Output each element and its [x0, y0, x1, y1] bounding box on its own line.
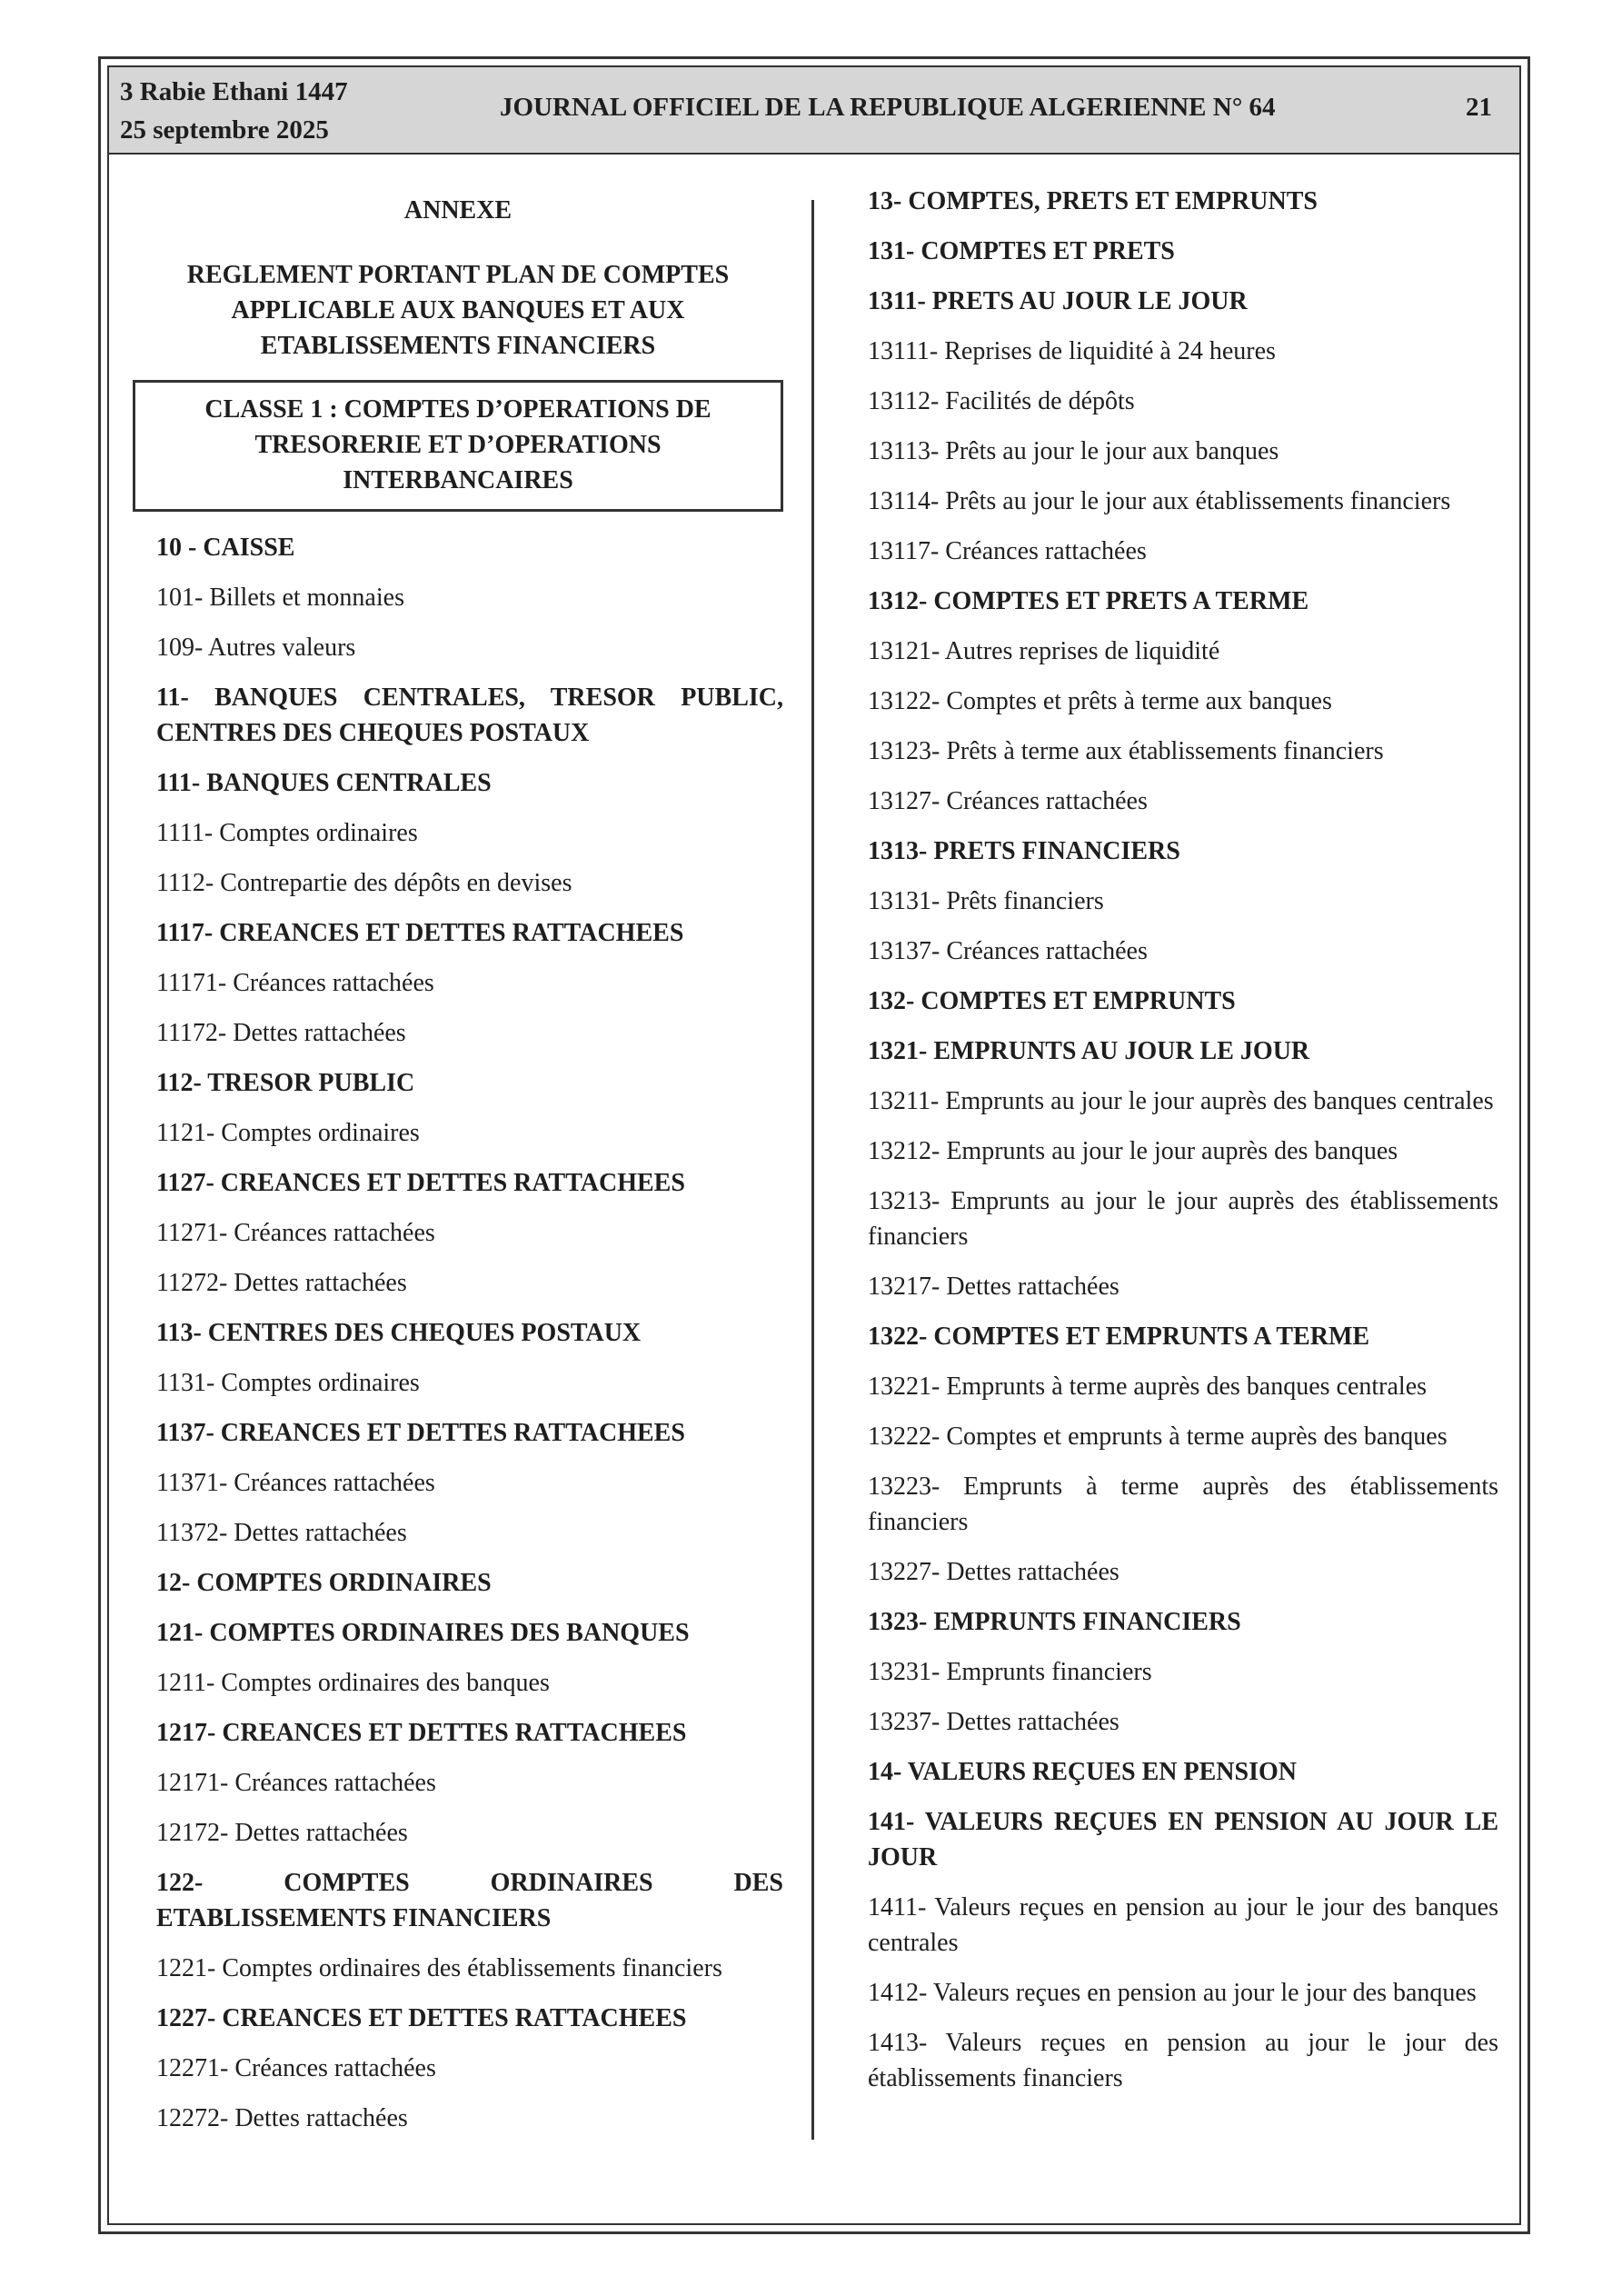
journal-header [109, 67, 1519, 155]
account-entry: 13211- Emprunts au jour le jour auprès des banques centrales [868, 1087, 1494, 1115]
account-entry: 11171- Créances rattachées [156, 969, 434, 997]
account-entry: 13123- Prêts à terme aux établissements financiers [868, 737, 1384, 765]
account-entry: 12271- Créances rattachées [156, 2054, 436, 2082]
account-heading: 11- BANQUES CENTRALES, TRESOR PUBLIC, CENTRES DES CHEQUES POSTAUX [156, 684, 783, 747]
account-entry: 13212- Emprunts au jour le jour auprès des banques [868, 1137, 1398, 1165]
account-entry: 13221- Emprunts à terme auprès des banques centrales [868, 1373, 1428, 1401]
reglement-title [133, 257, 783, 364]
left-column [133, 184, 783, 2151]
account-entry: 11372- Dettes rattachées [156, 1519, 407, 1547]
classe-line: CLASSE 1 : COMPTES D’OPERATIONS DE [204, 395, 711, 424]
account-entry: 1211- Comptes ordinaires des banques [156, 1669, 550, 1697]
account-heading: 10 - CAISSE [156, 534, 295, 562]
date-gregorian: 25 septembre 2025 [120, 115, 329, 145]
account-entry: 13227- Dettes rattachées [868, 1558, 1119, 1586]
classe-box [133, 380, 783, 512]
account-heading: 1323- EMPRUNTS FINANCIERS [868, 1608, 1241, 1636]
reglement-line: APPLICABLE AUX BANQUES ET AUX [231, 296, 685, 324]
account-heading: 1322- COMPTES ET EMPRUNTS A TERME [868, 1323, 1370, 1351]
account-entry: 13222- Comptes et emprunts à terme auprès des banques [868, 1423, 1448, 1451]
account-entry: 13137- Créances rattachées [868, 937, 1148, 965]
account-heading: 1312- COMPTES ET PRETS A TERME [868, 587, 1309, 615]
account-heading: 111- BANQUES CENTRALES [156, 769, 492, 797]
account-heading: 141- VALEURS REÇUES EN PENSION AU JOUR LE JOUR [868, 1808, 1498, 1872]
account-entry: 12171- Créances rattachées [156, 1769, 436, 1797]
account-heading: 113- CENTRES DES CHEQUES POSTAUX [156, 1319, 642, 1347]
reglement-line: REGLEMENT PORTANT PLAN DE COMPTES [186, 261, 730, 289]
account-heading: 1137- CREANCES ET DETTES RATTACHEES [156, 1419, 685, 1447]
account-entry: 109- Autres valeurs [156, 634, 356, 662]
account-heading: 1117- CREANCES ET DETTES RATTACHEES [156, 919, 684, 947]
account-entry: 13131- Prêts financiers [868, 887, 1104, 915]
account-entry: 12172- Dettes rattachées [156, 1819, 408, 1847]
account-heading: 122- COMPTES ORDINAIRES DES ETABLISSEMENTS FINANCIERS [156, 1869, 783, 1932]
account-entry: 13114- Prêts au jour le jour aux établissements financiers [868, 487, 1451, 515]
account-heading: 1227- CREANCES ET DETTES RATTACHEES [156, 2004, 687, 2032]
left-account-list [133, 530, 783, 2136]
column-divider [811, 200, 814, 2140]
account-heading: 1313- PRETS FINANCIERS [868, 837, 1180, 865]
account-entry: 1411- Valeurs reçues en pension au jour le jour des banques centrales [868, 1893, 1498, 1957]
right-account-list [844, 184, 1498, 2096]
account-heading: 121- COMPTES ORDINAIRES DES BANQUES [156, 1619, 690, 1647]
account-entry: 11371- Créances rattachées [156, 1469, 435, 1497]
account-entry: 11271- Créances rattachées [156, 1219, 435, 1247]
account-entry: 13113- Prêts au jour le jour aux banques [868, 437, 1279, 465]
account-entry: 13213- Emprunts au jour le jour auprès des établissements financiers [868, 1187, 1498, 1251]
account-heading: 12- COMPTES ORDINAIRES [156, 1569, 492, 1597]
account-entry: 13122- Comptes et prêts à terme aux banques [868, 687, 1332, 715]
account-heading: 13- COMPTES, PRETS ET EMPRUNTS [868, 187, 1318, 215]
account-entry: 101- Billets et monnaies [156, 584, 404, 612]
account-entry: 13237- Dettes rattachées [868, 1708, 1119, 1736]
header-dates [120, 73, 348, 149]
reglement-line: ETABLISSEMENTS FINANCIERS [260, 332, 656, 360]
account-heading: 1127- CREANCES ET DETTES RATTACHEES [156, 1169, 685, 1197]
account-entry: 1413- Valeurs reçues en pension au jour le jour des établissements financiers [868, 2029, 1498, 2092]
account-heading: 14- VALEURS REÇUES EN PENSION [868, 1758, 1297, 1786]
account-entry: 1221- Comptes ordinaires des établissements financiers [156, 1954, 722, 1982]
date-hijri: 3 Rabie Ethani 1447 [120, 77, 348, 106]
account-heading: 1321- EMPRUNTS AU JOUR LE JOUR [868, 1037, 1310, 1065]
account-heading: 112- TRESOR PUBLIC [156, 1069, 415, 1097]
account-entry: 11172- Dettes rattachées [156, 1019, 406, 1047]
page-number: 21 [1466, 93, 1492, 122]
right-column [844, 184, 1498, 2111]
account-entry: 13127- Créances rattachées [868, 787, 1148, 815]
annexe-heading: ANNEXE [403, 196, 512, 225]
account-entry: 13112- Facilités de dépôts [868, 387, 1135, 415]
account-entry: 13121- Autres reprises de liquidité [868, 637, 1220, 665]
account-entry: 13117- Créances rattachées [868, 537, 1147, 565]
classe-line: INTERBANCAIRES [343, 466, 573, 494]
account-entry: 11272- Dettes rattachées [156, 1269, 407, 1297]
account-entry: 12272- Dettes rattachées [156, 2104, 408, 2132]
account-entry: 13231- Emprunts financiers [868, 1658, 1152, 1686]
account-entry: 13111- Reprises de liquidité à 24 heures [868, 337, 1276, 365]
account-heading: 1217- CREANCES ET DETTES RATTACHEES [156, 1719, 687, 1747]
account-heading: 132- COMPTES ET EMPRUNTS [868, 987, 1236, 1015]
account-entry: 1121- Comptes ordinaires [156, 1119, 420, 1147]
account-entry: 13223- Emprunts à terme auprès des établissements financiers [868, 1472, 1498, 1536]
account-entry: 13217- Dettes rattachées [868, 1273, 1119, 1301]
account-entry: 1111- Comptes ordinaires [156, 819, 418, 847]
account-entry: 1112- Contrepartie des dépôts en devises [156, 869, 572, 897]
classe-line: TRESORERIE ET D’OPERATIONS [254, 431, 662, 459]
account-entry: 1131- Comptes ordinaires [156, 1369, 420, 1397]
journal-title: JOURNAL OFFICIEL DE LA REPUBLIQUE ALGERIENNE N° 64 [500, 93, 1276, 122]
account-entry: 1412- Valeurs reçues en pension au jour le jour des banques [868, 1979, 1477, 2007]
account-heading: 131- COMPTES ET PRETS [868, 237, 1175, 265]
account-heading: 1311- PRETS AU JOUR LE JOUR [868, 287, 1248, 315]
